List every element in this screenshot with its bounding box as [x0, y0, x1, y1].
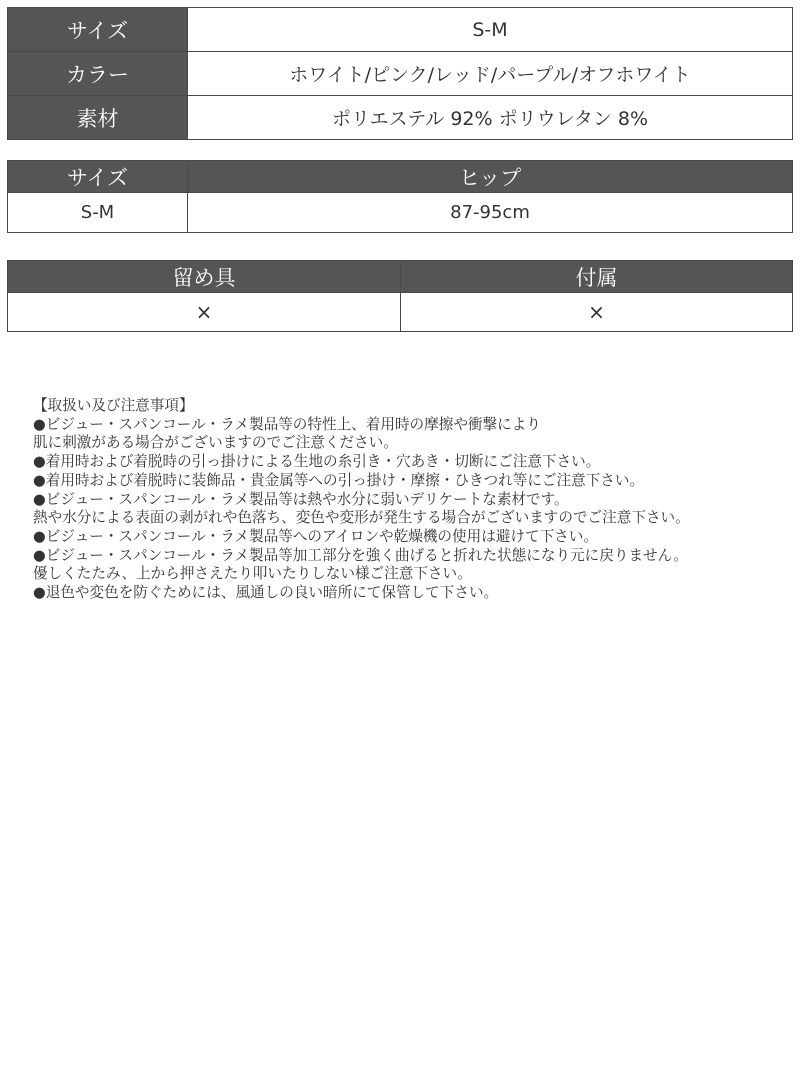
spec-row-material: [8, 96, 793, 140]
size-chart-row: [8, 193, 793, 233]
spec-value-size: S-M: [188, 8, 793, 52]
spec-row-size: [8, 8, 793, 52]
care-note-line: 優しくたたみ、上から押さえたり叩いたりしない様ご注意下さい。: [33, 565, 472, 583]
size-chart-header-row: [8, 161, 793, 193]
care-note-line: ●ビジュー・スパンコール・ラメ製品等加工部分を強く曲げると折れた状態になり元に戻りません。: [33, 546, 688, 564]
care-notes-title: 【取扱い及び注意事項】: [33, 397, 194, 414]
care-note-line: 肌に刺激がある場合がございますのでご注意ください。: [33, 434, 398, 452]
care-note-line: 熱や水分による表面の剥がれや色落ち、変色や変形が発生する場合がございますのでご注意下さい。: [33, 509, 690, 527]
size-chart-cell-hip: 87-95cm: [188, 193, 793, 233]
care-note-line: ●ビジュー・スパンコール・ラメ製品等は熱や水分に弱いデリケートな素材です。: [33, 490, 569, 508]
care-note-line: ●着用時および着脱時に装飾品・貴金属等への引っ掛け・摩擦・ひきつれ等にご注意下さい。: [33, 471, 645, 489]
fastener-accessory-table: [7, 260, 793, 332]
fastener-header-accessory: 付属: [401, 261, 793, 293]
care-note-line: ●ビジュー・スパンコール・ラメ製品等の特性上、着用時の摩擦や衝撃により: [33, 415, 541, 433]
fastener-row: [8, 293, 793, 332]
fastener-cell-accessory: ×: [401, 293, 793, 332]
spec-label-size: サイズ: [8, 8, 188, 52]
spec-label-color: カラー: [8, 52, 188, 96]
product-spec-table: [7, 7, 793, 140]
care-note-line: ●退色や変色を防ぐためには、風通しの良い暗所にて保管して下さい。: [33, 584, 499, 602]
fastener-header-row: [8, 261, 793, 293]
fastener-cell-fastener: ×: [8, 293, 401, 332]
care-note-line: ●ビジュー・スパンコール・ラメ製品等へのアイロンや乾燥機の使用は避けて下さい。: [33, 527, 598, 545]
spec-label-material: 素材: [8, 96, 188, 140]
size-chart-header-size: サイズ: [8, 161, 188, 193]
care-notes: [33, 397, 793, 603]
spec-row-color: [8, 52, 793, 96]
size-chart-header-hip: ヒップ: [188, 161, 793, 193]
care-note-line: ●着用時および着脱時の引っ掛けによる生地の糸引き・穴あき・切断にご注意下さい。: [33, 453, 601, 471]
size-chart-cell-size: S-M: [8, 193, 188, 233]
size-chart-table: [7, 160, 793, 233]
spec-value-material: ポリエステル 92% ポリウレタン 8%: [188, 96, 793, 140]
spec-value-color: ホワイト/ピンク/レッド/パープル/オフホワイト: [188, 52, 793, 96]
fastener-header-fastener: 留め具: [8, 261, 401, 293]
